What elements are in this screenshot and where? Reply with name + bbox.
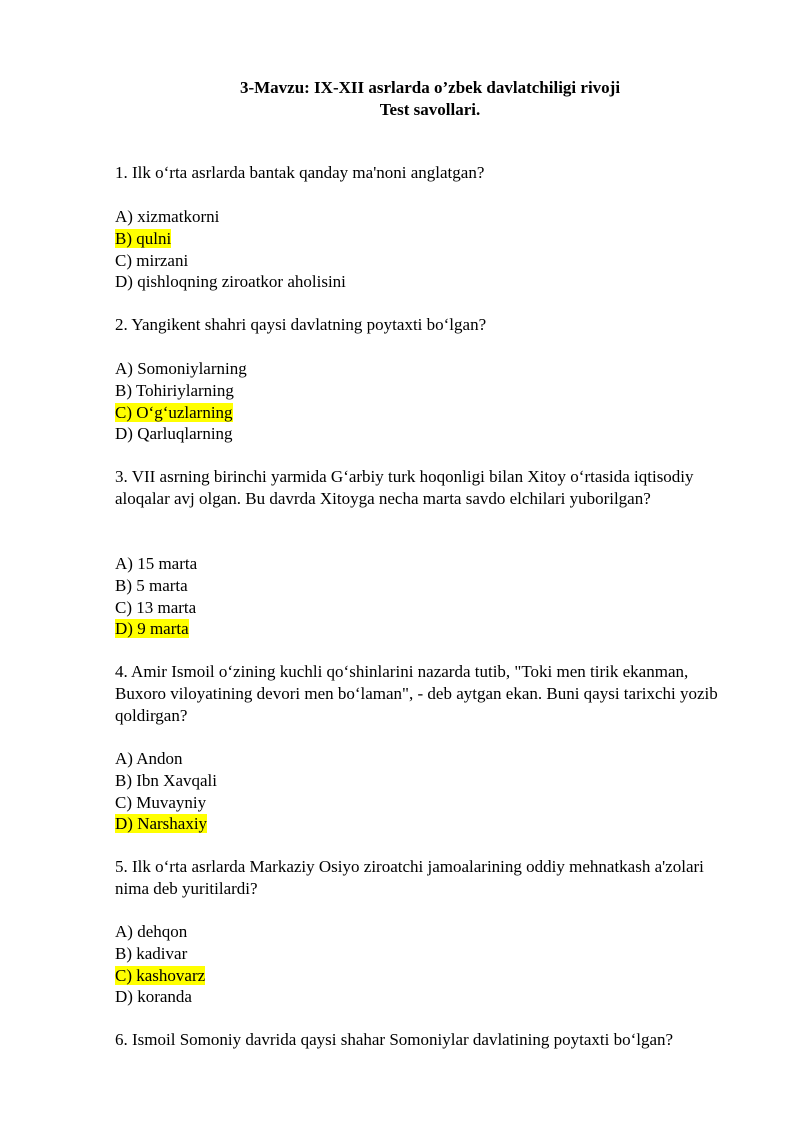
answer-option-correct: B) qulni <box>115 228 172 248</box>
answer-option: D) qishloqning ziroatkor aholisini <box>115 272 346 292</box>
question-2-text: 2. Yangikent shahri qaysi davlatning poytaxti bo‘lgan? <box>115 315 487 334</box>
answer-option-correct: C) O‘g‘uzlarning <box>115 402 233 422</box>
answer-option: B) 5 marta <box>115 575 188 595</box>
document-subtitle: Test savollari. <box>379 100 481 119</box>
answer-option: C) Muvayniy <box>115 792 207 812</box>
question-3-text: 3. VII asrning birinchi yarmida G‘arbiy turk hoqonligi bilan Xitoy o‘rtasida iqtisodiy aloqalar avj olgan. Bu davrda Xitoyga necha marta savdo elchilari yuborilgan? <box>115 467 694 508</box>
question-4-options <box>115 748 217 835</box>
question-1-text: 1. Ilk o‘rta asrlarda bantak qanday ma'noni anglatgan? <box>115 163 485 182</box>
answer-option: A) 15 marta <box>115 554 198 573</box>
answer-option: A) Somoniylarning <box>115 359 247 378</box>
answer-option: A) xizmatkorni <box>115 207 220 226</box>
answer-option: D) koranda <box>115 987 192 1007</box>
question-3-options <box>115 553 197 640</box>
answer-option: D) Qarluqlarning <box>115 424 233 444</box>
answer-option-correct: D) Narshaxiy <box>115 814 208 834</box>
answer-option: A) dehqon <box>115 922 188 941</box>
answer-option: C) 13 marta <box>115 597 197 617</box>
answer-option: C) mirzani <box>115 250 189 270</box>
answer-option-correct: C) kashovarz <box>115 965 206 985</box>
document-title: 3-Mavzu: IX-XII asrlarda o’zbek davlatchiligi rivoji <box>239 78 621 97</box>
answer-option: B) Tohiriylarning <box>115 380 234 400</box>
question-5-options <box>115 921 205 1008</box>
question-2-options <box>115 358 247 445</box>
answer-option: A) Andon <box>115 749 183 768</box>
question-4-text: 4. Amir Ismoil o‘zining kuchli qo‘shinlarini nazarda tutib, "Toki men tirik ekanman, Buxoro viloyatining devori men bo‘laman", - deb aytgan ekan. Buni qaysi tarixchi yozib qoldirgan? <box>115 662 718 725</box>
answer-option: B) kadivar <box>115 943 188 963</box>
answer-option-correct: D) 9 marta <box>115 619 189 639</box>
answer-option: B) Ibn Xavqali <box>115 770 217 790</box>
question-6-text: 6. Ismoil Somoniy davrida qaysi shahar Somoniylar davlatining poytaxti bo‘lgan? <box>115 1030 674 1049</box>
question-5-text: 5. Ilk o‘rta asrlarda Markaziy Osiyo ziroatchi jamoalarining oddiy mehnatkash a'zolari nima deb yuritilardi? <box>115 857 704 898</box>
question-1-options <box>115 206 346 293</box>
